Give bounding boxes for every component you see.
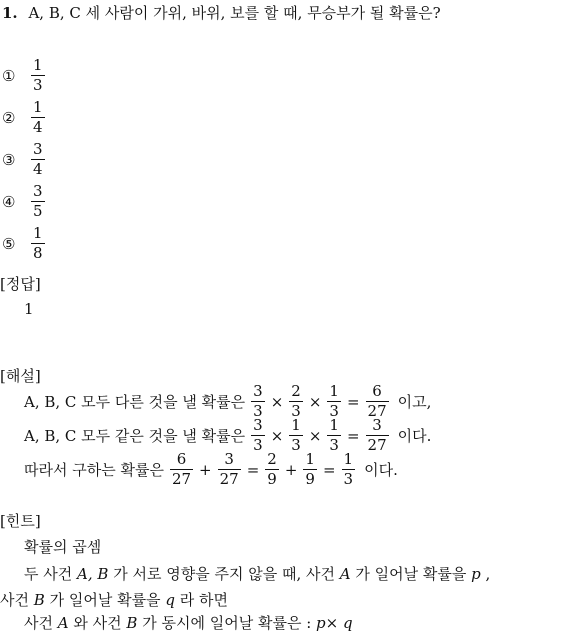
fraction: $\frac{1}{3}$ [343,450,354,488]
math-variable: B [126,614,138,632]
question-line [2,2,441,23]
equals-sign: = [246,460,260,479]
equals-sign: = [322,460,336,479]
fraction: $\frac{6}{27}$ [367,382,387,420]
fraction: $\frac{3}{27}$ [219,450,239,488]
choice-3[interactable] [2,142,48,177]
hint-title: 확률의 곱셈 [24,538,102,556]
times-sign: × [308,392,322,411]
explanation-text: A, B, C 모두 다른 것을 낼 확률은 [24,393,246,411]
explanation-suffix: 이다. [364,461,398,479]
math-variable: q [343,614,353,632]
fraction: $\frac{1}{3}$ [329,382,339,420]
hint-line-2: 사건 B 가 일어날 확률을 q 라 하면 [0,591,228,609]
hint-line-1: 두 사건 A, B 가 서로 영향을 주지 않을 때, 사건 A 가 일어날 확률을 p , [24,565,491,583]
choice-fraction: $\frac{3}{4}$ [33,140,43,178]
math-variable: A [339,565,351,583]
math-variable: p [316,614,326,632]
choice-fraction: $\frac{3}{5}$ [33,182,43,220]
fraction: $\frac{1}{3}$ [329,416,339,454]
choice-mark: ③ [2,150,16,169]
answer-heading: [정답] [0,275,41,293]
plus-sign: + [199,460,212,479]
explanation-line-2 [24,418,431,453]
choice-fraction: $\frac{1}{4}$ [33,98,43,136]
fraction: $\frac{1}{9}$ [305,450,315,488]
explanation-suffix: 이다. [397,427,432,445]
hint-line-3: 사건 A 와 사건 B 가 동시에 일어날 확률은 : p× q [24,614,353,632]
plus-sign: + [284,460,298,479]
explanation-text: 따라서 구하는 확률은 [24,461,164,479]
choice-4[interactable] [2,184,48,219]
equals-sign: = [346,426,360,445]
explanation-heading: [해설] [0,367,41,385]
choice-mark: ① [2,66,16,85]
choice-5[interactable] [2,226,48,261]
choice-mark: ⑤ [2,234,16,253]
explanation-suffix: 이고, [397,393,432,411]
explanation-line-1 [24,384,431,419]
fraction: $\frac{2}{9}$ [267,450,277,488]
fraction: $\frac{3}{27}$ [367,416,387,454]
choice-2[interactable] [2,100,48,135]
explanation-line-3 [24,452,398,487]
choice-1[interactable] [2,58,48,93]
hint-heading: [힌트] [0,512,41,530]
times-sign: × [325,614,339,632]
choice-fraction: $\frac{1}{3}$ [33,56,43,94]
fraction: $\frac{3}{3}$ [253,416,263,454]
fraction: $\frac{6}{27}$ [171,450,192,488]
question-number: 1. [2,4,18,22]
math-variable: A, B [77,565,109,583]
times-sign: × [270,426,284,445]
fraction: $\frac{2}{3}$ [291,382,301,420]
times-sign: × [308,426,322,445]
fraction: $\frac{1}{3}$ [291,416,301,454]
math-variable: p [471,565,481,583]
answer-value: 1 [24,300,34,318]
choice-mark: ② [2,108,16,127]
choice-fraction: $\frac{1}{8}$ [33,224,43,262]
times-sign: × [270,392,284,411]
explanation-text: A, B, C 모두 같은 것을 낼 확률은 [24,427,246,445]
choice-mark: ④ [2,192,16,211]
math-variable: A [57,614,69,632]
fraction: $\frac{3}{3}$ [253,382,263,420]
math-variable: q [165,591,175,609]
math-variable: B [33,591,45,609]
question-text: A, B, C 세 사람이 가위, 바위, 보를 할 때, 무승부가 될 확률은? [28,4,441,22]
equals-sign: = [346,392,360,411]
